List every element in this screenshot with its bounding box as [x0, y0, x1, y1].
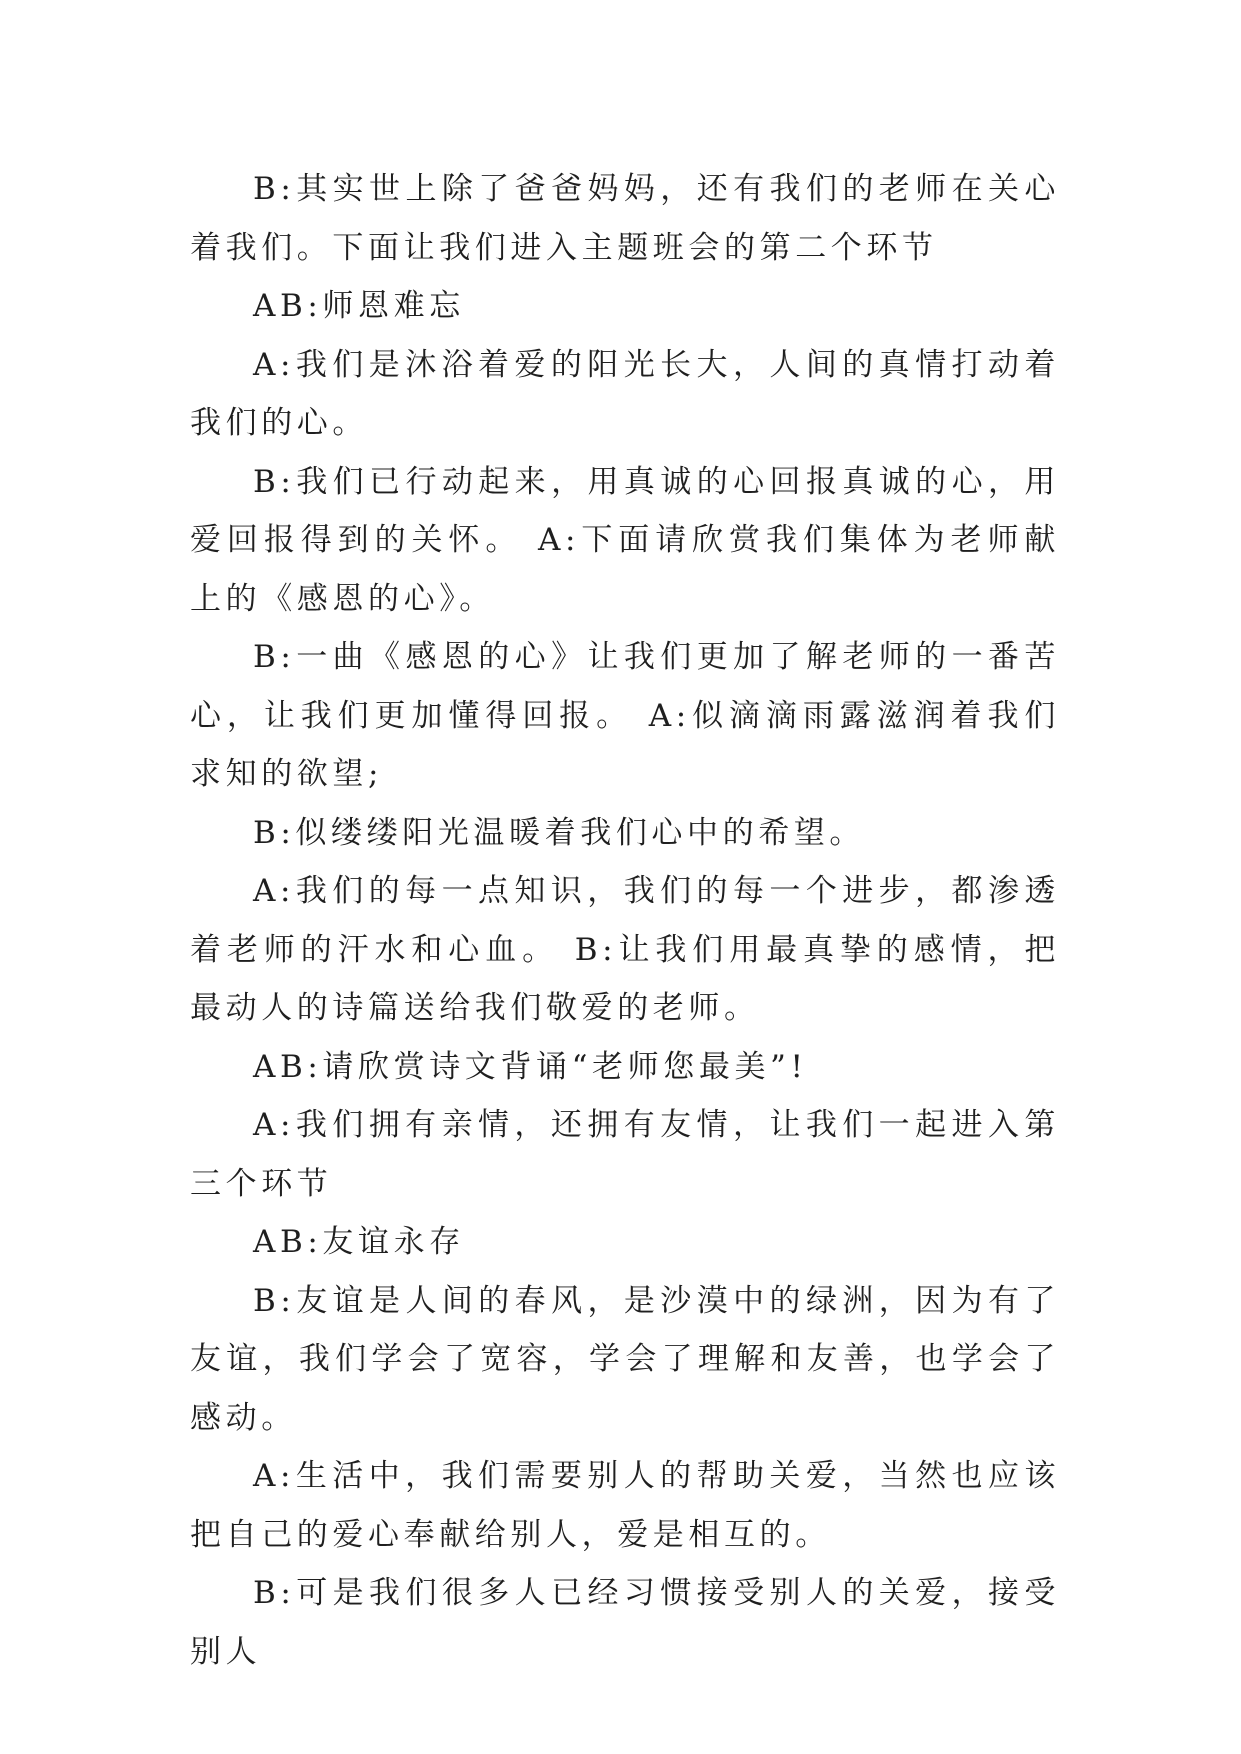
paragraph-6: B:似缕缕阳光温暖着我们心中的希望。: [253, 814, 866, 851]
paragraph-11: B:友谊是人间的春风，是沙漠中的绿洲，因为有了友谊，我们学会了宽容，学会了理解和友善，也学会了感动。: [190, 1282, 1060, 1436]
paragraph-2: AB:师恩难忘: [253, 288, 465, 324]
paragraph-5: B:一曲《感恩的心》让我们更加了解老师的一番苦心，让我们更加懂得回报。 A:似滴滴雨露滋润着我们求知的欲望;: [190, 639, 1060, 792]
paragraph-10: AB:友谊永存: [253, 1224, 465, 1260]
document-body: [190, 160, 1060, 1681]
paragraph-13: B:可是我们很多人已经习惯接受别人的关爱，接受别人: [190, 1575, 1060, 1670]
paragraph-8: AB:请欣赏诗文背诵“老师您最美”!: [253, 1048, 808, 1085]
paragraph-9: A:我们拥有亲情，还拥有友情，让我们一起进入第三个环节: [190, 1107, 1060, 1202]
paragraph-4: B:我们已行动起来，用真诚的心回报真诚的心，用爱回报得到的关怀。 A:下面请欣赏我们集体为老师献上的《感恩的心》。: [190, 463, 1060, 617]
paragraph-7: A:我们的每一点知识，我们的每一个进步，都渗透着老师的汗水和心血。 B:让我们用最真挚的感情，把最动人的诗篇送给我们敬爱的老师。: [190, 873, 1060, 1026]
paragraph-12: A:生活中，我们需要别人的帮助关爱，当然也应该把自己的爱心奉献给别人，爱是相互的。: [190, 1458, 1060, 1553]
paragraph-3: A:我们是沐浴着爱的阳光长大，人间的真情打动着我们的心。: [190, 346, 1060, 441]
paragraph-1: B:其实世上除了爸爸妈妈，还有我们的老师在关心着我们。下面让我们进入主题班会的第二个环节: [190, 171, 1060, 266]
